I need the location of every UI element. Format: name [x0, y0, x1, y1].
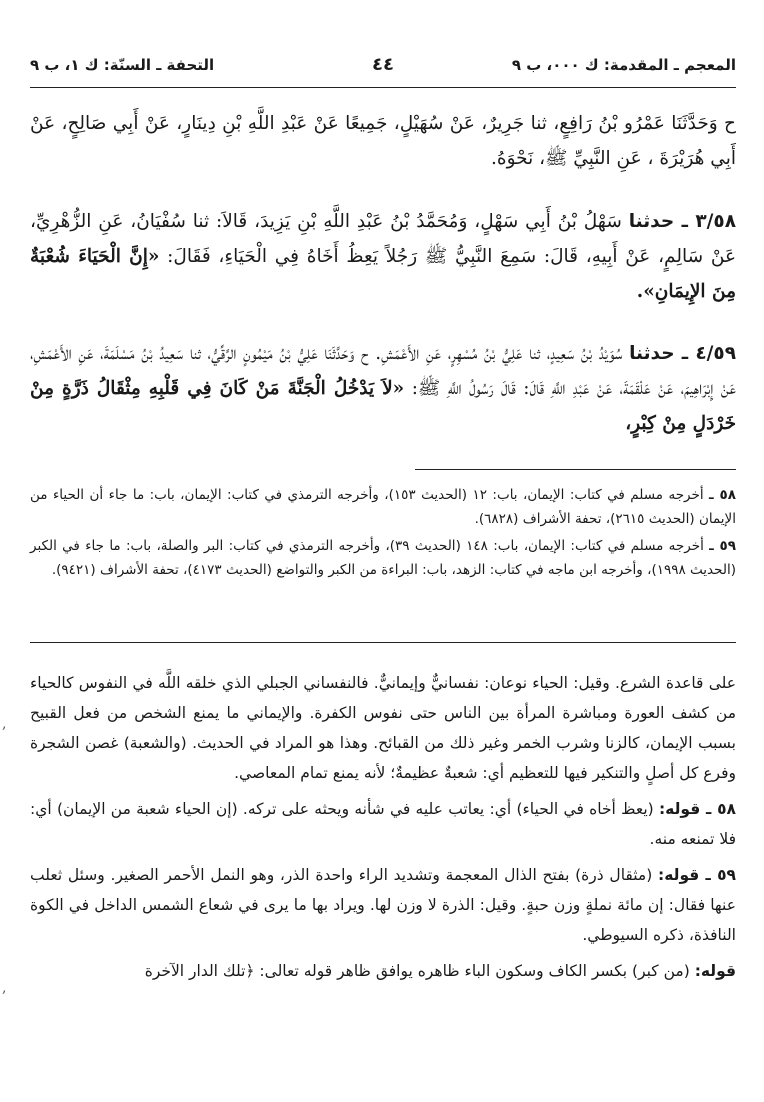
commentary-text: (من كبر) بكسر الكاف وسكون الباء ظاهره يوافق ظاهر قوله تعالى: ﴿تلك الدار الآخرة	[144, 962, 690, 980]
footnotes	[30, 484, 736, 586]
commentary-divider	[30, 642, 736, 643]
commentary-paragraph	[30, 860, 736, 950]
hadith-number: ٤/٥٩ ـ حدثنا	[629, 343, 737, 364]
header-tuhfa-reference: التحفة ـ السنّة: ك ١، ب ٩	[30, 56, 215, 74]
footnote-divider	[415, 469, 736, 470]
header-source-reference: المعجم ـ المقدمة: ك ٠٠٠، ب ٩	[511, 56, 736, 74]
header-divider	[30, 87, 736, 88]
hadith-text: سَهْلُ بْنُ أَبِي سَهْلٍ، وَمُحَمَّدُ بْنُ عَبْدِ اللَّهِ بْنِ يَزِيدَ، قَالاَ: ثنا سُفْيَانُ، عَنِ الزُّهْرِيِّ، عَنْ سَالِمٍ، عَنْ أَبِيهِ، قَالَ: سَمِعَ النَّبِيُّ ﷺ رَجُلاً يَعِظُ أَخَاهُ فِي الْحَيَاءِ، فَقَالَ:	[30, 211, 736, 267]
hadith-58	[30, 204, 736, 309]
hadith-text: سُوَيْدُ بْنُ سَعِيدٍ، ثنا عَلِيُّ بْنُ مُسْهِرٍ، عَنِ الأَعْمَشِ. ح وَحَدَّثَنَا عَلِيُّ بْنُ مَيْمُونٍ الرَّقِّيُّ، ثنا سَعِيدُ بْنُ مَسْلَمَةَ، عَنِ الأَعْمَشِ، عَنْ إِبْرَاهِيمَ، عَنْ عَلْقَمَةَ، عَنْ عَبْدِ اللَّهِ قَالَ: قَالَ رَسُولُ اللَّهِ ﷺ:	[30, 343, 736, 399]
footnote-58	[30, 484, 736, 531]
margin-mark: ,	[2, 980, 7, 996]
hadith-number: ٣/٥٨ ـ حدثنا	[628, 211, 736, 232]
hadith-text: ح وَحَدَّثَنَا عَمْرُو بْنُ رَافِعٍ، ثنا جَرِيرٌ، عَنْ سُهَيْلٍ، جَمِيعًا عَنْ عَبْدِ اللَّهِ بْنِ دِينَارٍ، عَنْ أَبِي صَالِحٍ، عَنْ أَبِي هُرَيْرَةَ ، عَنِ النَّبِيِّ ﷺ، نَحْوَهُ.	[30, 113, 736, 169]
hadith-59	[30, 336, 736, 441]
commentary-section	[30, 668, 736, 992]
commentary-paragraph	[30, 668, 736, 788]
commentary-text: على قاعدة الشرع. وقيل: الحياء نوعان: نفسانيٌّ وإيمانيٌّ. فالنفساني الجبلي الذي خلقه اللَّه في النفوس كالحياء من كشف العورة ومباشرة المرأة بين الناس حتى نفوس الكفرة. والإيماني ما يمنع الشخص من فعل القبيح بسبب الإيمان، كالزنا وشرب الخمر وغير ذلك من القبائح. وهذا هو المراد في الحديث. (والشعبة) غصن الشجرة وفرع كل أصلٍ والتنكير فيها للتعظيم أي: شعبةٌ عظيمةٌ؛ لأنه يمنع تمام المعاصي.	[30, 674, 736, 782]
prophetic-quote: «إِنَّ الْحَيَاءَ شُعْبَةٌ مِنَ الإِيمَانِ».	[30, 246, 736, 302]
commentary-paragraph	[30, 794, 736, 854]
commentary-label: قوله:	[694, 962, 736, 980]
commentary-text: (يعظ أخاه في الحياء) أي: يعاتب عليه في شأنه ويحثه على تركه. (إن الحياء شعبة من الإيمان) أي: فلا تمنعه منه.	[30, 800, 736, 848]
footnote-59	[30, 535, 736, 582]
footnote-number: ٥٩ ـ	[709, 538, 736, 554]
footnote-text: أخرجه مسلم في كتاب: الإيمان، باب: ١٢ (الحديث ١٥٣)، وأخرجه الترمذي في كتاب: الإيمان، باب: ما جاء أن الحياء من الإيمان (الحديث ٢٦١٥)، تحفة الأشراف (٦٨٢٨).	[30, 487, 736, 527]
margin-mark: ,	[2, 716, 7, 732]
footnote-number: ٥٨ ـ	[709, 487, 736, 503]
commentary-label: ٥٩ ـ قوله:	[658, 866, 736, 884]
commentary-text: (مثقال ذرة) بفتح الذال المعجمة وتشديد الراء واحدة الذر، وهو النمل الأحمر الصغير. وسئل ثعلب عنها فقال: إن مائة نملةٍ وزن حبةٍ. وقيل: الذرة لا وزن لها. ويراد بها ما يرى في شعاع الشمس الداخل في الكوة النافذة، ذكره السيوطي.	[30, 866, 736, 944]
commentary-label: ٥٨ ـ قوله:	[658, 800, 736, 818]
page-number: ٤٤	[372, 54, 394, 75]
prophetic-quote: «لاَ يَدْخُلُ الْجَنَّةَ مَنْ كَانَ فِي قَلْبِهِ مِثْقَالُ ذَرَّةٍ مِنْ خَرْدَلٍ مِنْ كِبْرٍ،	[30, 378, 736, 434]
hadith-continuation	[30, 106, 736, 176]
footnote-text: أخرجه مسلم في كتاب: الإيمان، باب: ١٤٨ (الحديث ٣٩)، وأخرجه الترمذي في كتاب: البر والصلة، باب: ما جاء في الكبر (الحديث ١٩٩٨)، وأخرجه ابن ماجه في كتاب: الزهد، باب: البراءة من الكبر والتواضع (الحديث ٤١٧٣)، تحفة الأشراف (٩٤٢١).	[30, 538, 736, 578]
commentary-paragraph	[30, 956, 736, 986]
page-header	[30, 48, 736, 88]
